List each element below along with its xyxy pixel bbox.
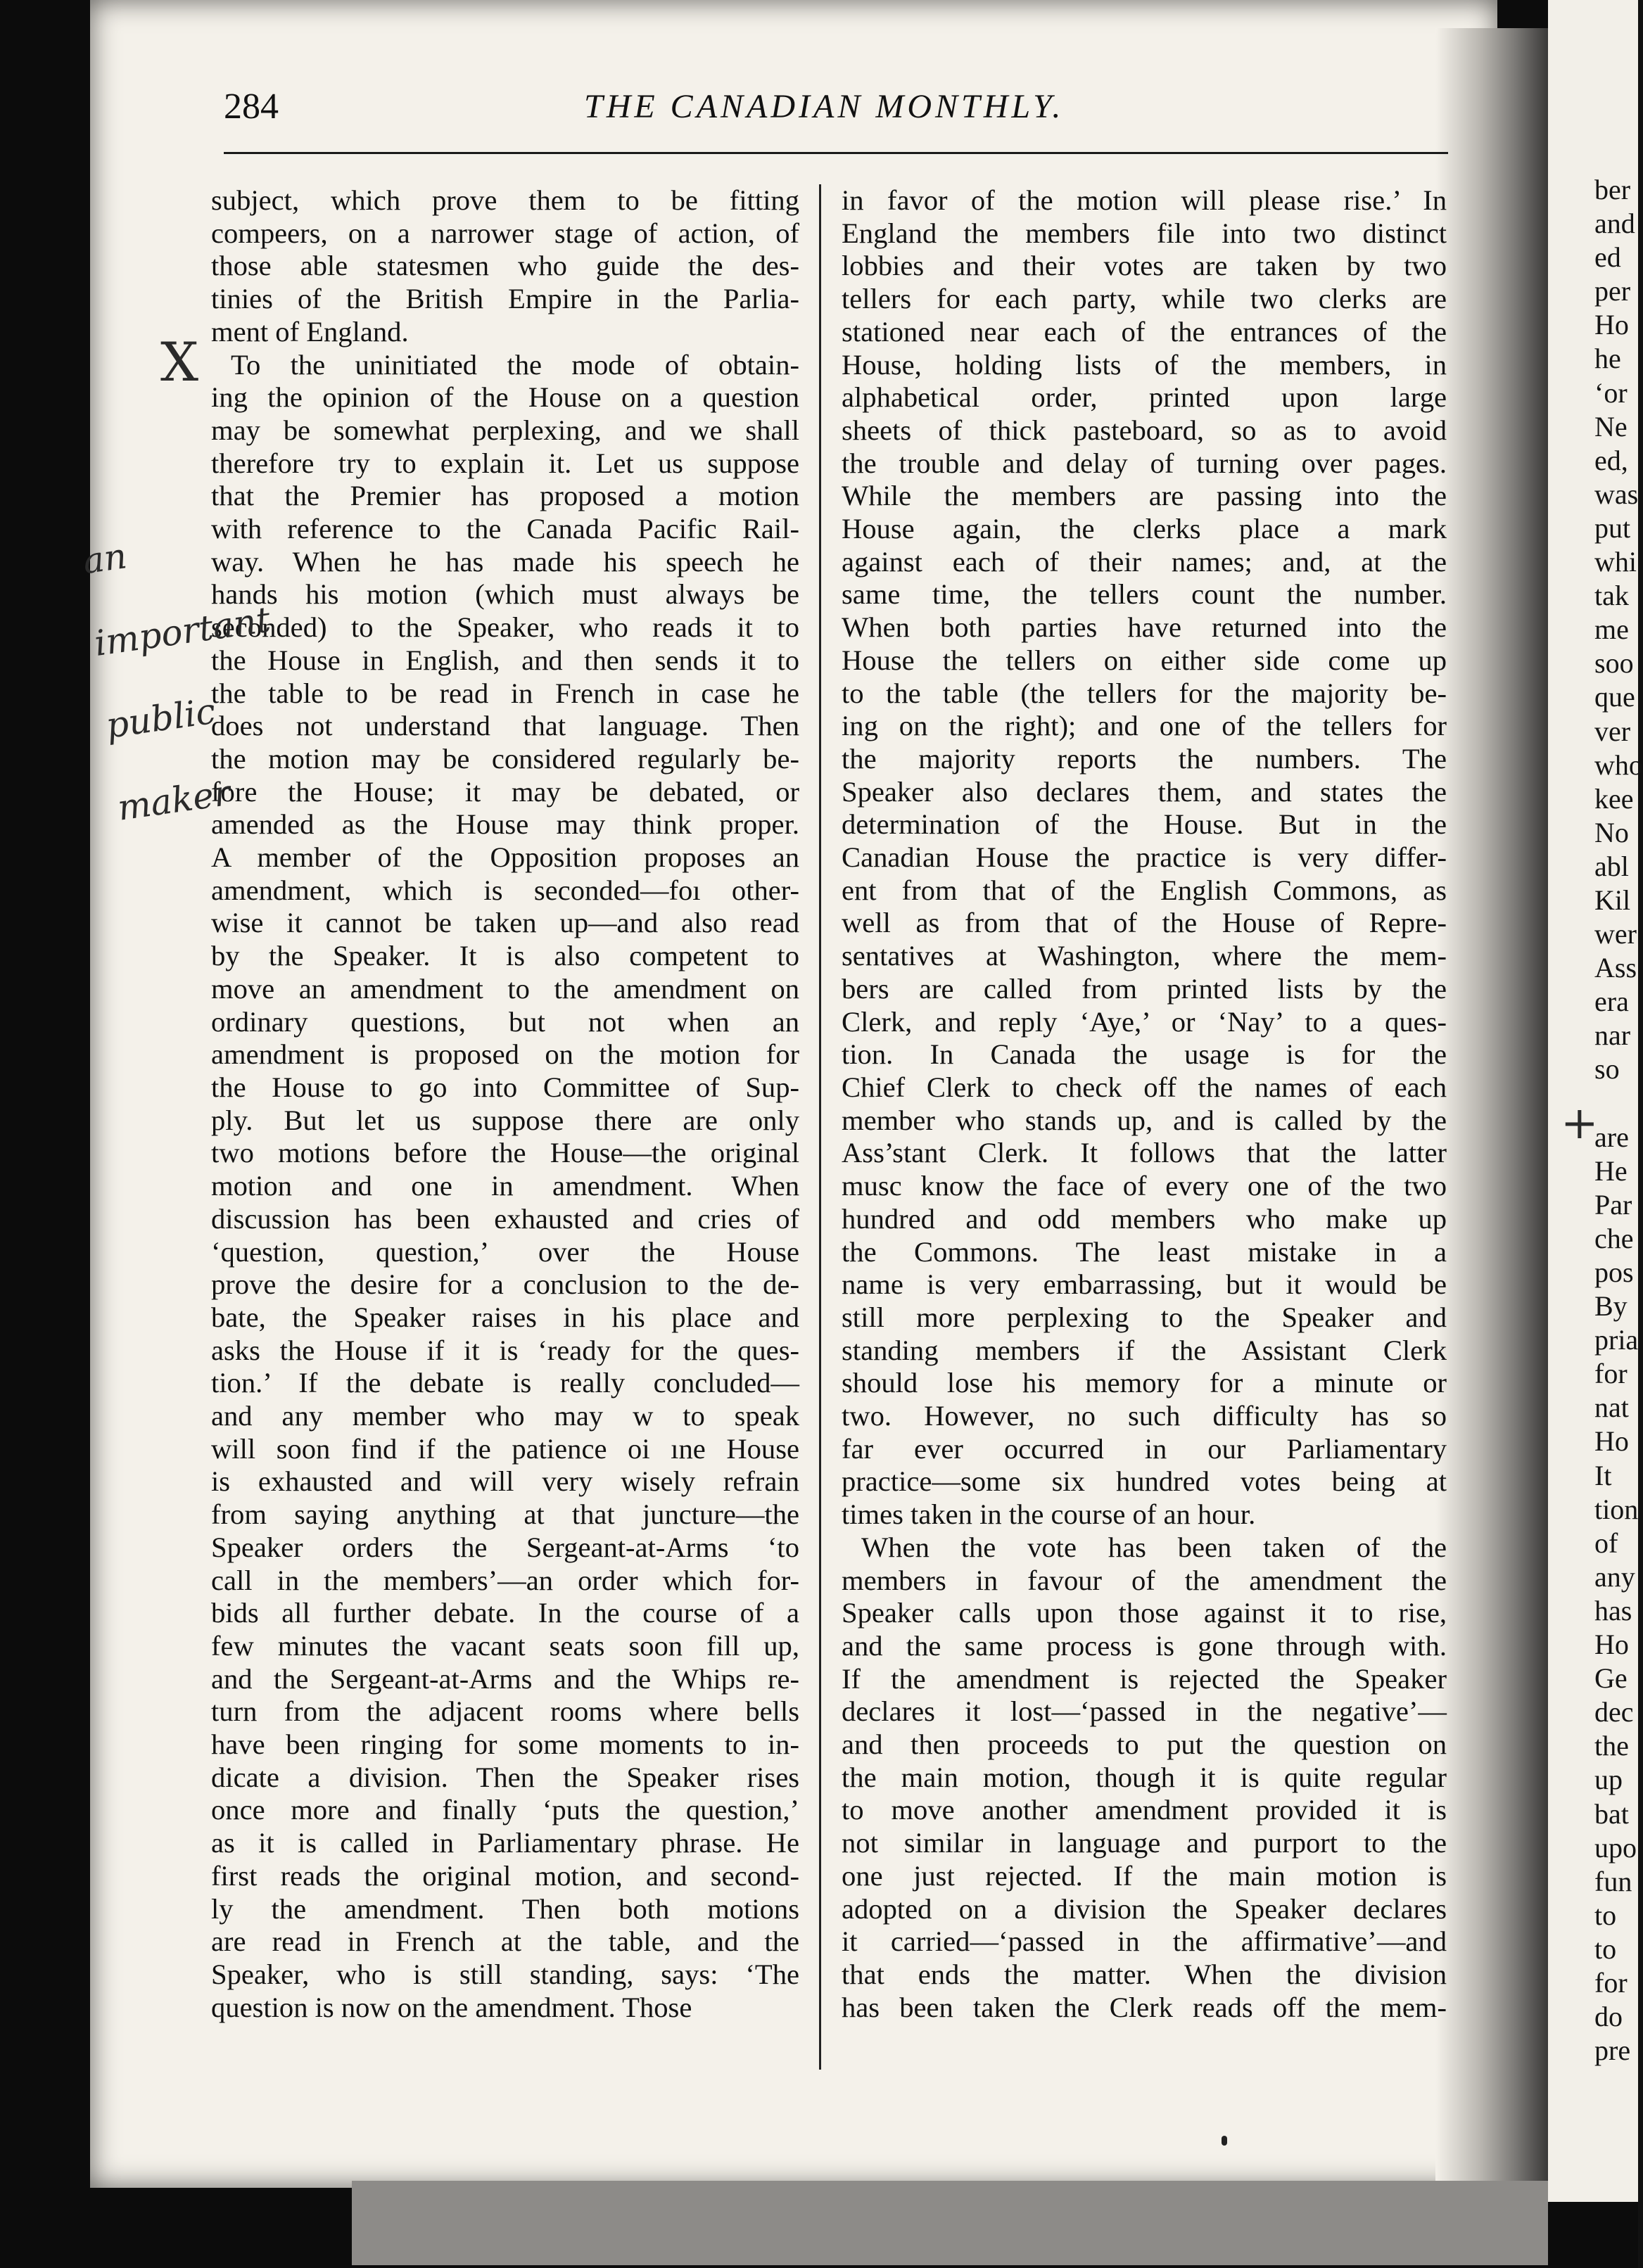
text-line: and any member who may w to speak [211,1400,799,1432]
facing-page-word: Ho [1594,1629,1629,1661]
facing-page-word: tak [1594,580,1629,612]
facing-page-word: up [1594,1764,1623,1796]
header-rule [224,152,1448,154]
text-line: tion.’ If the debate is really concluded— [211,1367,799,1399]
text-line: To the uninitiated the mode of obtain- [231,348,799,381]
facing-page-word: Kil [1594,884,1631,916]
text-line: hands his motion (which must always be [211,578,799,611]
text-line: it carried—‘passed in the affirmative’—and [842,1925,1447,1958]
text-line: member who stands up, and is called by the [842,1104,1447,1136]
text-line: will soon find if the patience oi ıne House [211,1432,799,1465]
text-line: few minutes the vacant seats soon fill up, [211,1629,799,1662]
facing-page-word: No [1594,816,1629,848]
text-line: two. However, no such difficulty has so [842,1400,1447,1432]
text-line: amended as the House may think proper. [211,808,799,841]
text-line: the House in English, and then sends it to [211,644,799,676]
text-line: Chief Clerk to check off the names of each [842,1071,1447,1103]
text-line: ment of England. [211,315,409,348]
text-line: therefore try to explain it. Let us suppose [211,447,799,479]
text-line: House again, the clerks place a mark [842,513,1447,545]
text-line: Speaker also declares them, and states the [842,775,1447,808]
facing-page-word: any [1594,1560,1635,1593]
facing-page-word: the [1594,1730,1629,1762]
text-line: the House to go into Committee of Sup- [211,1071,799,1103]
facing-page-word: dec [1594,1696,1634,1728]
facing-page-word: ber [1594,174,1631,205]
text-line: and the Sergeant-at-Arms and the Whips re- [211,1662,799,1695]
facing-page-word: abl [1594,850,1629,882]
text-line: question is now on the amendment. Those [211,1991,692,2023]
facing-page-word: ed [1594,241,1621,274]
facing-page-word: bat [1594,1797,1629,1830]
handwritten-plus-mark: + [1561,1097,1599,1149]
text-line: ing the opinion of the House on a question [211,381,799,414]
text-line: by the Speaker. It is also competent to [211,940,799,972]
facing-page-word: me [1594,613,1629,646]
text-line: sentatives at Washington, where the mem- [842,940,1447,972]
facing-page-word: ver [1594,715,1631,747]
text-line: ent from that of the English Commons, as [842,874,1447,906]
text-line: adopted on a division the Speaker declares [842,1892,1447,1925]
text-line: well as from that of the House of Repre- [842,907,1447,939]
text-line: have been ringing for some moments to in- [211,1728,799,1761]
text-line: should lose his memory for a minute or [842,1367,1447,1399]
text-line: has been taken the Clerk reads off the mem- [842,1991,1447,2023]
facing-page-word: per [1594,275,1631,307]
text-line: seconded) to the Speaker, who reads it to [211,611,799,644]
margin-note-line: an [80,535,129,582]
facing-page-word: who [1594,748,1643,781]
text-line: the table to be read in French in case he [211,677,799,709]
facing-page-word: soo [1594,647,1634,680]
facing-page-word [1594,1087,1638,1121]
facing-page-word: Ho [1594,309,1629,341]
facing-page-word: By [1594,1290,1628,1323]
running-head [218,83,1442,132]
facing-page-word: upo [1594,1831,1637,1864]
facing-page-word: was [1594,478,1639,510]
text-line: move an amendment to the amendment on [211,972,799,1005]
text-line: compeers, on a narrower stage of action, of [211,217,799,249]
text-line: bids all further debate. In the course of a [211,1597,799,1629]
text-line: the main motion, though it is quite regular [842,1761,1447,1793]
text-line: While the members are passing into the [842,480,1447,512]
text-line: call in the members’—an order which for- [211,1564,799,1596]
facing-page-word: fun [1594,1865,1632,1897]
text-line: determination of the House. But in the [842,808,1447,841]
text-line: first reads the original motion, and second- [211,1859,799,1892]
text-line: wise it cannot be taken up—and also read [211,907,799,939]
text-line: with reference to the Canada Pacific Rail- [211,513,799,545]
facing-page-word: wer [1594,918,1637,950]
left-text-column [211,184,799,2024]
text-line: members in favour of the amendment the [842,1564,1447,1596]
text-line: Speaker orders the Sergeant-at-Arms ‘to [211,1531,799,1563]
text-line: against each of their names; and, at the [842,545,1447,578]
facing-page-word: que [1594,681,1635,713]
facing-page-word: He [1594,1154,1628,1187]
text-line: far ever occurred in our Parliamentary [842,1432,1447,1465]
text-line: England the members file into two distinct [842,217,1447,249]
text-line: prove the desire for a conclusion to the de- [211,1268,799,1301]
text-line: Canadian House the practice is very differ- [842,841,1447,874]
facing-page-word: so [1594,1053,1620,1085]
handwritten-x-mark: X [160,331,199,393]
text-line: still more perplexing to the Speaker and [842,1301,1447,1333]
facing-page-word: put [1594,511,1631,544]
text-line: ‘question, question,’ over the House [211,1235,799,1268]
journal-title: THE CANADIAN MONTHLY. [584,88,1065,125]
facing-page-word: kee [1594,782,1634,815]
facing-page-word: he [1594,343,1621,375]
text-line: the majority reports the numbers. The [842,742,1447,775]
text-line: Clerk, and reply ‘Aye,’ or ‘Nay’ to a ques- [842,1005,1447,1038]
facing-page-word: pria [1594,1324,1639,1356]
text-line: the motion may be considered regularly be- [211,742,799,775]
text-line: to the table (the tellers for the majority be- [842,677,1447,709]
facing-page-word: of [1594,1527,1618,1559]
facing-page-word: Par [1594,1188,1632,1221]
facing-page-word: nat [1594,1391,1629,1424]
facing-page-word: and [1594,208,1635,240]
facing-page-word: era [1594,986,1629,1018]
text-line: A member of the Opposition proposes an [211,841,799,874]
text-line: one just rejected. If the main motion is [842,1859,1447,1892]
text-line: amendment is proposed on the motion for [211,1038,799,1071]
text-line: ing on the right); and one of the tellers for [842,710,1447,742]
text-line: declares it lost—‘passed in the negative’— [842,1695,1447,1728]
text-line: discussion has been exhausted and cries of [211,1202,799,1235]
text-line: is exhausted and will very wisely refrain [211,1465,799,1498]
facing-page-word: whi [1594,546,1637,578]
text-line: turn from the adjacent rooms where bells [211,1695,799,1728]
text-line: amendment, which is seconded—foı other- [211,874,799,906]
text-line: are read in French at the table, and the [211,1925,799,1958]
text-line: If the amendment is rejected the Speaker [842,1662,1447,1695]
text-line: Speaker, who is still standing, says: ‘The [211,1958,799,1990]
facing-page-word: Ne [1594,410,1628,442]
text-line: that ends the matter. When the division [842,1958,1447,1990]
text-line: tion. In Canada the usage is for the [842,1038,1447,1071]
text-line: lobbies and their votes are taken by two [842,250,1447,282]
text-line: ply. But let us suppose there are only [211,1104,799,1136]
text-line: Ass’stant Clerk. It follows that the latter [842,1137,1447,1169]
text-line: two motions before the House—the original [211,1137,799,1169]
facing-page-word: Ho [1594,1425,1629,1458]
facing-page-word: to [1594,1899,1617,1931]
text-line: ordinary questions, but not when an [211,1005,799,1038]
text-line: When both parties have returned into the [842,611,1447,644]
text-line: motion and one in amendment. When [211,1170,799,1202]
text-line: standing members if the Assistant Clerk [842,1334,1447,1366]
text-line: in favor of the motion will please rise.’ In [842,184,1447,216]
text-line: as it is called in Parliamentary phrase. He [211,1827,799,1859]
text-line: and then proceeds to put the question on [842,1728,1447,1761]
text-line: the trouble and delay of turning over pages. [842,447,1447,479]
text-line: and the same process is gone through with. [842,1629,1447,1662]
text-line: musc know the face of every one of the two [842,1170,1447,1202]
text-line: practice—some six hundred votes being at [842,1465,1447,1498]
text-line: way. When he has made his speech he [211,545,799,578]
text-line: asks the House if it is ‘ready for the ques- [211,1334,799,1366]
margin-note-line: public [103,690,218,746]
text-line: ly the amendment. Then both motions [211,1892,799,1925]
text-line: name is very embarrassing, but it would be [842,1268,1447,1301]
text-line: hundred and odd members who make up [842,1202,1447,1235]
text-line: House, holding lists of the members, in [842,348,1447,381]
page-gutter-shadow [1435,28,1548,2181]
text-line: that the Premier has proposed a motion [211,480,799,512]
text-line: House the tellers on either side come up [842,644,1447,676]
ink-speck [1222,2136,1227,2146]
facing-page-word: Ge [1594,1662,1628,1695]
facing-page-word: for [1594,1966,1628,1999]
text-line: When the vote has been taken of the [861,1531,1447,1563]
text-line: same time, the tellers count the number. [842,578,1447,611]
text-line: to move another amendment provided it is [842,1794,1447,1826]
text-line: those able statesmen who guide the des- [211,250,799,282]
text-line: bate, the Speaker raises in his place and [211,1301,799,1333]
right-text-column [842,184,1447,2024]
facing-page-word: It [1594,1459,1612,1491]
facing-page-word: ed, [1594,444,1628,476]
text-line: from saying anything at that juncture—the [211,1498,799,1531]
text-line: Speaker calls upon those against it to rise, [842,1597,1447,1629]
text-line: the Commons. The least mistake in a [842,1235,1447,1268]
facing-page-word: tion [1594,1493,1639,1525]
facing-page-word: do [1594,2001,1623,2033]
text-line: alphabetical order, printed upon large [842,381,1447,414]
facing-page-word: for [1594,1358,1628,1390]
facing-page-word: to [1594,1932,1617,1965]
text-line: bers are called from printed lists by the [842,972,1447,1005]
margin-note-line: maker [115,772,233,829]
page-number: 284 [224,87,279,127]
text-line: dicate a division. Then the Speaker rises [211,1761,799,1793]
facing-page-text [1548,0,1643,2068]
facing-page-word: ‘or [1594,376,1628,409]
facing-page-word: che [1594,1222,1634,1254]
column-divider [819,184,821,2070]
text-line: tinies of the British Empire in the Parlia- [211,283,799,315]
text-line: not similar in language and purport to the [842,1827,1447,1859]
facing-page-word: has [1594,1594,1632,1626]
facing-page-word: pre [1594,2034,1631,2067]
facing-page-word: are [1594,1121,1629,1153]
text-line: times taken in the course of an hour. [842,1498,1256,1531]
text-line: does not understand that language. Then [211,710,799,742]
page-bottom-edge [352,2181,1548,2265]
text-line: stationed near each of the entrances of the [842,315,1447,348]
facing-page-word: nar [1594,1019,1631,1052]
text-line: subject, which prove them to be fitting [211,184,799,216]
text-line: tellers for each party, while two clerks are [842,283,1447,315]
text-line: may be somewhat perplexing, and we shall [211,414,799,446]
margin-note-line: important [91,599,273,664]
facing-page-word: Ass [1594,952,1637,984]
text-line: fore the House; it may be debated, or [211,775,799,808]
text-line: once more and finally ‘puts the question,’ [211,1794,799,1826]
text-line: sheets of thick pasteboard, so as to avoid [842,414,1447,446]
facing-page-word: pos [1594,1256,1634,1288]
